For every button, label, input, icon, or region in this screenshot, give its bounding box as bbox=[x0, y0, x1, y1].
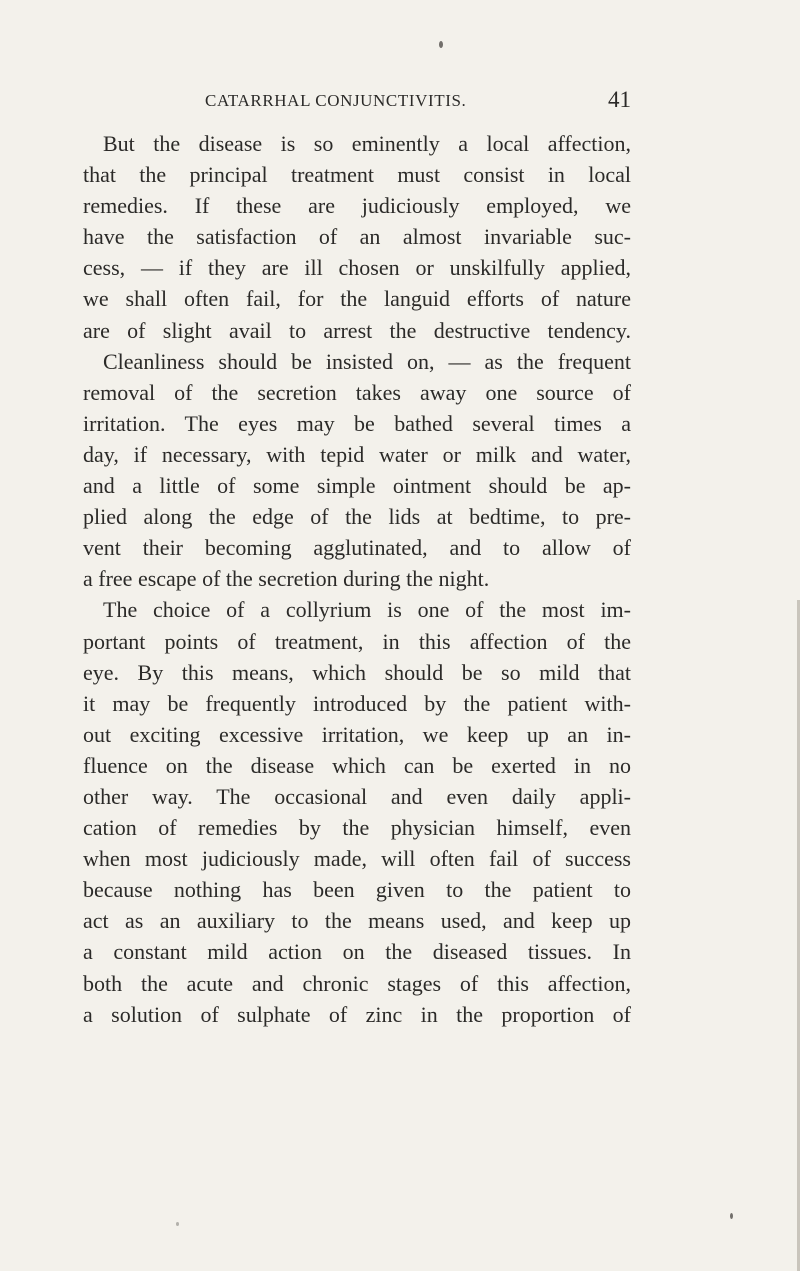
text-line: cess, — if they are ill chosen or unskilfully applied, bbox=[83, 255, 631, 281]
running-header bbox=[83, 88, 631, 114]
text-line: that the principal treatment must consist in local bbox=[83, 162, 631, 188]
text-line: we shall often fail, for the languid efforts of nature bbox=[83, 286, 631, 312]
text-line: have the satisfaction of an almost invariable suc- bbox=[83, 224, 631, 250]
page-number: 41 bbox=[608, 87, 631, 112]
text-line: removal of the secretion takes away one source of bbox=[83, 379, 631, 405]
text-line: are of slight avail to arrest the destructive tendency. bbox=[83, 317, 631, 343]
text-line: portant points of treatment, in this affection of the bbox=[83, 628, 631, 654]
text-line: act as an auxiliary to the means used, and keep up bbox=[83, 908, 631, 934]
ink-speck bbox=[439, 41, 443, 48]
text-line: The choice of a collyrium is one of the most im- bbox=[103, 597, 631, 623]
ink-speck bbox=[176, 1222, 179, 1226]
text-line: a free escape of the secretion during the night. bbox=[83, 566, 490, 592]
text-line: other way. The occasional and even daily appli- bbox=[83, 783, 631, 809]
text-line: both the acute and chronic stages of this affection, bbox=[83, 970, 631, 996]
text-line: vent their becoming agglutinated, and to allow of bbox=[83, 535, 631, 561]
ink-speck bbox=[730, 1213, 733, 1219]
text-line: and a little of some simple ointment should be ap- bbox=[83, 473, 631, 499]
body-text bbox=[83, 128, 631, 1030]
running-title: CATARRHAL CONJUNCTIVITIS. bbox=[205, 91, 467, 110]
text-line: a constant mild action on the diseased tissues. In bbox=[83, 939, 631, 965]
text-line: out exciting excessive irritation, we keep up an in- bbox=[83, 721, 631, 747]
text-line: day, if necessary, with tepid water or milk and water, bbox=[83, 441, 631, 467]
text-line: irritation. The eyes may be bathed several times a bbox=[83, 410, 631, 436]
text-line: But the disease is so eminently a local affection, bbox=[103, 131, 631, 156]
text-line: remedies. If these are judiciously employed, we bbox=[83, 193, 631, 219]
text-line: cation of remedies by the physician himself, even bbox=[83, 815, 631, 841]
text-line: eye. By this means, which should be so mild that bbox=[83, 659, 631, 685]
text-line: fluence on the disease which can be exerted in no bbox=[83, 752, 631, 778]
text-line: a solution of sulphate of zinc in the proportion of bbox=[83, 1001, 631, 1027]
text-line: plied along the edge of the lids at bedtime, to pre- bbox=[83, 504, 631, 530]
text-line: it may be frequently introduced by the patient with- bbox=[83, 690, 631, 716]
text-line: when most judiciously made, will often fail of success bbox=[83, 846, 631, 872]
text-line: Cleanliness should be insisted on, — as the frequent bbox=[103, 348, 631, 374]
text-line: because nothing has been given to the patient to bbox=[83, 877, 631, 903]
